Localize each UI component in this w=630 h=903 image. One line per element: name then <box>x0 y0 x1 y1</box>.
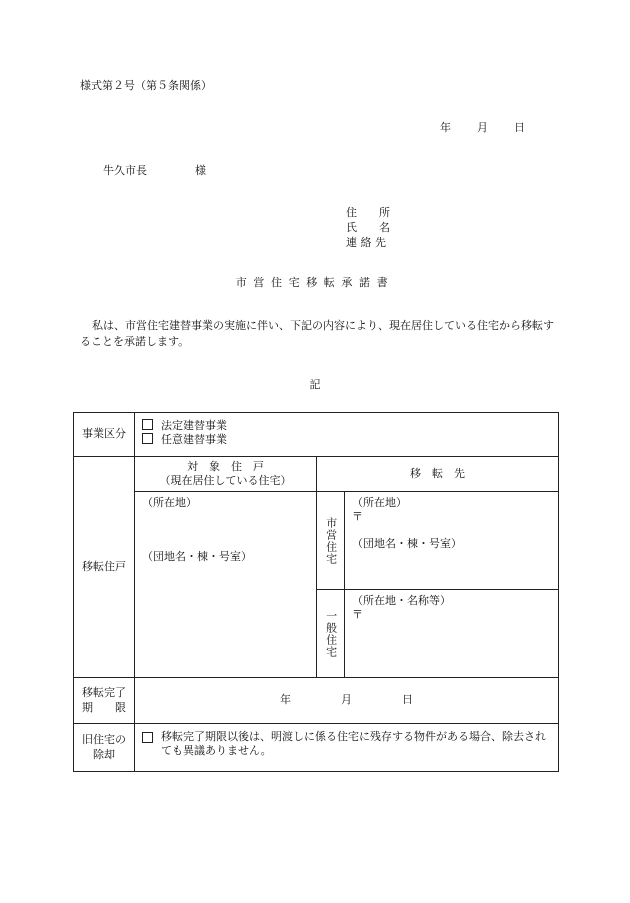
target-dwelling-cell[interactable] <box>135 492 317 678</box>
form-number: 様式第２号（第５条関係） <box>80 79 212 92</box>
date-day: 日 <box>514 121 525 134</box>
document-title: 市営住宅移転承諾書 <box>235 276 395 289</box>
consent-form-table <box>73 412 559 772</box>
addressee-name: 牛久市長 <box>103 164 147 177</box>
deadline-label <box>74 678 135 724</box>
removal-label-line1: 旧住宅の <box>82 733 126 747</box>
removal-cell <box>135 724 559 772</box>
checkbox[interactable] <box>142 732 153 743</box>
removal-label <box>74 724 135 772</box>
ki-heading: 記 <box>309 378 321 391</box>
removal-row <box>74 724 559 772</box>
target-header <box>135 457 317 492</box>
municipal-location-label: （所在地） <box>352 496 407 509</box>
general-housing-label-cell <box>317 590 345 678</box>
applicant-contact-label: 連 絡 先 <box>346 236 386 249</box>
applicant-block <box>346 206 390 251</box>
option-statutory-label: 法定建替事業 <box>161 419 227 432</box>
general-postal-mark: 〒 <box>352 608 363 622</box>
checkbox[interactable] <box>142 419 153 430</box>
deadline-year: 年 <box>280 693 291 707</box>
project-type-label: 事業区分 <box>74 413 135 457</box>
target-header-sub: （現在居住している住宅） <box>159 474 292 487</box>
date-line <box>440 121 525 135</box>
consent-statement: 私は、市営住宅建替事業の実施に伴い、下記の内容により、現在居住している住宅から移転することを承諾します。 <box>80 319 554 348</box>
removal-label-line2: 除却 <box>93 747 115 761</box>
deadline-row <box>74 678 559 724</box>
option-voluntary-label: 任意建替事業 <box>161 433 227 447</box>
date-month: 月 <box>477 121 488 134</box>
project-type-row <box>74 413 559 457</box>
deadline-label-line2: 期 限 <box>82 700 126 714</box>
municipal-destination-cell[interactable] <box>345 492 559 590</box>
target-header-title: 対 象 住 戸 <box>187 459 264 473</box>
general-destination-cell[interactable] <box>345 590 559 678</box>
municipal-row <box>74 492 559 590</box>
checkbox[interactable] <box>142 433 153 444</box>
municipal-unit-label: （団地名・棟・号室） <box>352 536 462 550</box>
option-statutory[interactable] <box>142 419 551 433</box>
municipal-housing-label: 市営住宅 <box>324 516 338 565</box>
deadline-label-line1: 移転完了 <box>82 686 126 700</box>
project-type-options <box>135 413 559 457</box>
municipal-postal-mark: 〒 <box>352 510 363 524</box>
move-dwelling-label: 移転住戸 <box>74 457 135 678</box>
target-unit-label: （団地名・棟・号室） <box>142 550 252 564</box>
option-voluntary[interactable] <box>142 433 551 447</box>
dwelling-header-row <box>74 457 559 492</box>
destination-header: 移 転 先 <box>317 457 559 492</box>
general-location-label: （所在地・名称等） <box>352 594 451 607</box>
applicant-name-label: 氏 名 <box>346 221 390 234</box>
date-year: 年 <box>440 121 451 134</box>
addressee <box>103 164 206 178</box>
removal-statement: 移転完了期限以後は、明渡しに係る住宅に残存する物件がある場合、除去されても異議ありません。 <box>161 730 546 758</box>
target-location-label: （所在地） <box>142 496 197 509</box>
general-housing-label: 一般住宅 <box>324 609 338 658</box>
municipal-housing-label-cell <box>317 492 345 590</box>
applicant-address-label: 住 所 <box>346 206 390 219</box>
deadline-day: 日 <box>402 693 413 707</box>
deadline-month: 月 <box>341 693 352 707</box>
deadline-date-cell[interactable] <box>135 678 559 724</box>
addressee-honorific: 様 <box>195 164 206 177</box>
